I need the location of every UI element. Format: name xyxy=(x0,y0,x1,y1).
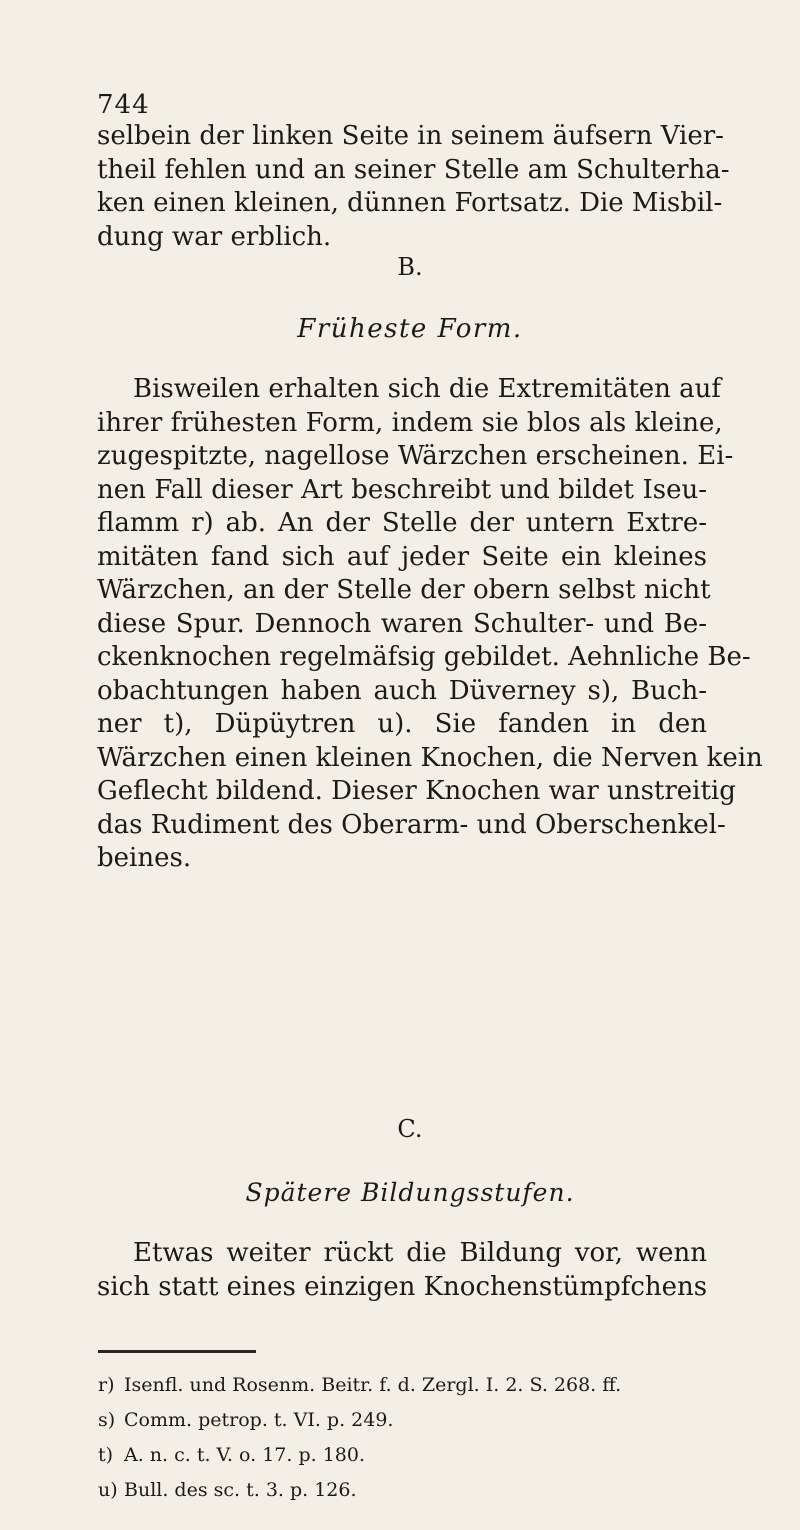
text-line: obachtungen haben auch Düverney s), Buch- xyxy=(97,675,707,706)
text-line: Etwas weiter rückt die Bildung vor, wenn xyxy=(133,1238,707,1268)
footnote-mark: r) xyxy=(98,1374,115,1396)
text-line: zugespitzte, nagellose Wärzchen erscheinen. Ei- xyxy=(97,441,734,471)
text-line: mitäten fand sich auf jeder Seite ein kleines xyxy=(97,541,707,572)
section-b-paragraph xyxy=(97,373,763,876)
text-line: ihrer frühesten Form, indem sie blos als kleine, xyxy=(97,407,723,438)
text-line: sich statt eines einzigen Knochenstümpfchens xyxy=(97,1271,708,1302)
text-line: beines. xyxy=(97,843,192,873)
text-line: flamm r) ab. An der Stelle der untern Extre- xyxy=(97,508,707,538)
section-c-label: C. xyxy=(397,1115,423,1143)
text-line: Bisweilen erhalten sich die Extremitäten auf xyxy=(133,374,722,404)
footnote-text: A. n. c. t. V. o. 17. p. 180. xyxy=(124,1444,366,1466)
text-line: Wärzchen, an der Stelle der obern selbst nicht xyxy=(97,575,711,605)
footnote xyxy=(98,1368,718,1403)
text-line: nen Fall dieser Art beschreibt und bildet Iseu- xyxy=(97,474,707,505)
footnote xyxy=(98,1473,718,1508)
text-line: ken einen kleinen, dünnen Fortsatz. Die Misbil- xyxy=(97,188,723,218)
footnote xyxy=(98,1438,718,1473)
footnote-text: Comm. petrop. t. VI. p. 249. xyxy=(124,1409,394,1431)
text-line: Geflecht bildend. Dieser Knochen war unstreitig xyxy=(97,776,736,806)
footnote-text: Bull. des sc. t. 3. p. 126. xyxy=(124,1479,357,1501)
footnotes xyxy=(98,1368,718,1508)
footnote-mark: u) xyxy=(98,1479,118,1501)
footnote-text: Isenfl. und Rosenm. Beitr. f. d. Zergl. I. 2. S. 268. ff. xyxy=(124,1374,622,1396)
text-line: Wärzchen einen kleinen Knochen, die Nerven kein xyxy=(97,742,763,773)
footnote xyxy=(98,1403,718,1438)
footnote-rule xyxy=(98,1350,256,1353)
footnote-mark: s) xyxy=(98,1409,116,1431)
top-paragraph xyxy=(97,120,730,254)
text-line: dung war erblich. xyxy=(97,221,332,252)
text-line: theil fehlen und an seiner Stelle am Schulterha- xyxy=(97,154,730,185)
section-b-label: B. xyxy=(397,253,423,281)
text-line: ckenknochen regelmäfsig gebildet. Aehnliche Be- xyxy=(97,642,751,672)
section-b-title: Früheste Form. xyxy=(297,314,523,344)
page-number: 744 xyxy=(97,90,150,120)
footnote-mark: t) xyxy=(98,1444,114,1466)
text-line: selbein der linken Seite in seinem äufsern Vier- xyxy=(97,121,724,151)
text-line: ner t), Düpüytren u). Sie fanden in den xyxy=(97,709,707,739)
text-line: diese Spur. Dennoch waren Schulter- und Be- xyxy=(97,608,707,639)
section-c-paragraph xyxy=(97,1237,707,1304)
section-c-title: Spätere Bildungsstufen. xyxy=(245,1178,575,1207)
text-line: das Rudiment des Oberarm- und Oberschenkel- xyxy=(97,809,726,840)
